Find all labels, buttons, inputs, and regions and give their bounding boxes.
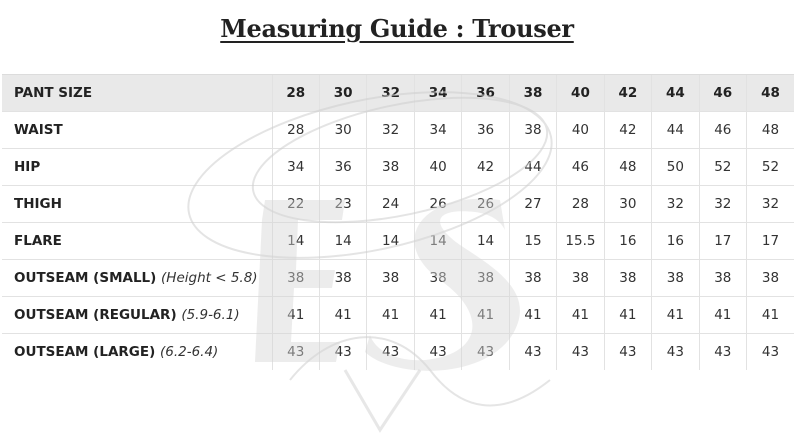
table-cell: 23 — [319, 186, 366, 223]
header-size-cell: 46 — [699, 75, 746, 112]
table-cell: 44 — [509, 149, 556, 186]
row-label-cell — [2, 223, 272, 260]
row-label-cell — [2, 334, 272, 371]
table-cell: 14 — [319, 223, 366, 260]
table-cell: 38 — [319, 260, 366, 297]
table-cell: 17 — [747, 223, 794, 260]
table-cell: 30 — [319, 112, 366, 149]
table-cell: 24 — [367, 186, 414, 223]
header-size-cell: 36 — [462, 75, 509, 112]
table-cell: 41 — [747, 297, 794, 334]
row-label-cell — [2, 149, 272, 186]
table-cell: 27 — [509, 186, 556, 223]
size-table-body — [2, 75, 794, 371]
table-cell: 38 — [509, 112, 556, 149]
row-note: (5.9-6.1) — [181, 307, 240, 323]
table-cell: 41 — [462, 297, 509, 334]
table-cell: 50 — [652, 149, 699, 186]
table-cell: 17 — [699, 223, 746, 260]
table-cell: 16 — [604, 223, 651, 260]
table-cell: 32 — [747, 186, 794, 223]
header-row — [2, 75, 794, 112]
table-cell: 14 — [367, 223, 414, 260]
table-cell: 22 — [272, 186, 319, 223]
table-cell: 38 — [462, 260, 509, 297]
table-cell: 38 — [557, 260, 604, 297]
header-size-cell: 32 — [367, 75, 414, 112]
table-cell: 41 — [604, 297, 651, 334]
table-cell: 43 — [509, 334, 556, 371]
size-table — [2, 74, 794, 370]
header-size-cell: 28 — [272, 75, 319, 112]
table-cell: 30 — [604, 186, 651, 223]
table-cell: 43 — [367, 334, 414, 371]
row-label: WAIST — [14, 122, 63, 138]
table-row — [2, 186, 794, 223]
table-cell: 38 — [509, 260, 556, 297]
table-cell: 43 — [604, 334, 651, 371]
table-cell: 28 — [557, 186, 604, 223]
table-cell: 43 — [414, 334, 461, 371]
table-cell: 38 — [604, 260, 651, 297]
table-cell: 43 — [462, 334, 509, 371]
row-label: OUTSEAM (SMALL) — [14, 270, 157, 286]
table-cell: 26 — [462, 186, 509, 223]
table-cell: 14 — [414, 223, 461, 260]
table-cell: 44 — [652, 112, 699, 149]
row-note: (Height < 5.8) — [161, 270, 258, 286]
table-cell: 36 — [319, 149, 366, 186]
table-cell: 28 — [272, 112, 319, 149]
table-cell: 32 — [367, 112, 414, 149]
table-cell: 38 — [747, 260, 794, 297]
table-cell: 14 — [272, 223, 319, 260]
table-row — [2, 149, 794, 186]
header-size-cell: 40 — [557, 75, 604, 112]
table-cell: 41 — [509, 297, 556, 334]
table-cell: 41 — [652, 297, 699, 334]
table-cell: 41 — [272, 297, 319, 334]
table-cell: 46 — [557, 149, 604, 186]
table-cell: 42 — [604, 112, 651, 149]
table-cell: 14 — [462, 223, 509, 260]
header-size-cell: 34 — [414, 75, 461, 112]
table-cell: 41 — [367, 297, 414, 334]
table-cell: 34 — [272, 149, 319, 186]
row-label-cell — [2, 260, 272, 297]
page-title: Measuring Guide : Trouser — [220, 14, 574, 43]
table-row — [2, 112, 794, 149]
table-cell: 38 — [699, 260, 746, 297]
header-size-cell: 48 — [747, 75, 794, 112]
header-size-cell: 38 — [509, 75, 556, 112]
table-cell: 43 — [272, 334, 319, 371]
table-cell: 41 — [557, 297, 604, 334]
table-cell: 40 — [557, 112, 604, 149]
table-cell: 41 — [414, 297, 461, 334]
row-label-cell — [2, 112, 272, 149]
table-cell: 15.5 — [557, 223, 604, 260]
row-label: FLARE — [14, 233, 62, 249]
table-cell: 36 — [462, 112, 509, 149]
table-cell: 38 — [367, 260, 414, 297]
row-label-cell — [2, 297, 272, 334]
table-cell: 48 — [747, 112, 794, 149]
row-label: OUTSEAM (LARGE) — [14, 344, 156, 360]
table-cell: 38 — [414, 260, 461, 297]
table-cell: 16 — [652, 223, 699, 260]
table-cell: 43 — [699, 334, 746, 371]
table-cell: 26 — [414, 186, 461, 223]
table-row — [2, 223, 794, 260]
table-cell: 15 — [509, 223, 556, 260]
table-cell: 43 — [557, 334, 604, 371]
table-cell: 43 — [319, 334, 366, 371]
table-cell: 38 — [652, 260, 699, 297]
table-cell: 48 — [604, 149, 651, 186]
header-size-cell: 44 — [652, 75, 699, 112]
table-cell: 42 — [462, 149, 509, 186]
table-cell: 41 — [699, 297, 746, 334]
header-size-cell: 42 — [604, 75, 651, 112]
table-cell: 38 — [367, 149, 414, 186]
row-label-cell — [2, 186, 272, 223]
table-cell: 52 — [699, 149, 746, 186]
table-row — [2, 334, 794, 371]
table-row — [2, 260, 794, 297]
header-size-cell: 30 — [319, 75, 366, 112]
table-row — [2, 297, 794, 334]
table-cell: 43 — [652, 334, 699, 371]
header-label: PANT SIZE — [2, 75, 272, 112]
row-note: (6.2-6.4) — [159, 344, 219, 360]
table-cell: 34 — [414, 112, 461, 149]
row-label: HIP — [14, 159, 41, 175]
table-cell: 52 — [747, 149, 794, 186]
table-cell: 46 — [699, 112, 746, 149]
table-cell: 43 — [747, 334, 794, 371]
row-label: OUTSEAM (REGULAR) — [14, 307, 177, 323]
table-cell: 41 — [319, 297, 366, 334]
table-cell: 32 — [652, 186, 699, 223]
table-cell: 38 — [272, 260, 319, 297]
row-label: THIGH — [14, 196, 62, 212]
table-cell: 40 — [414, 149, 461, 186]
table-cell: 32 — [699, 186, 746, 223]
